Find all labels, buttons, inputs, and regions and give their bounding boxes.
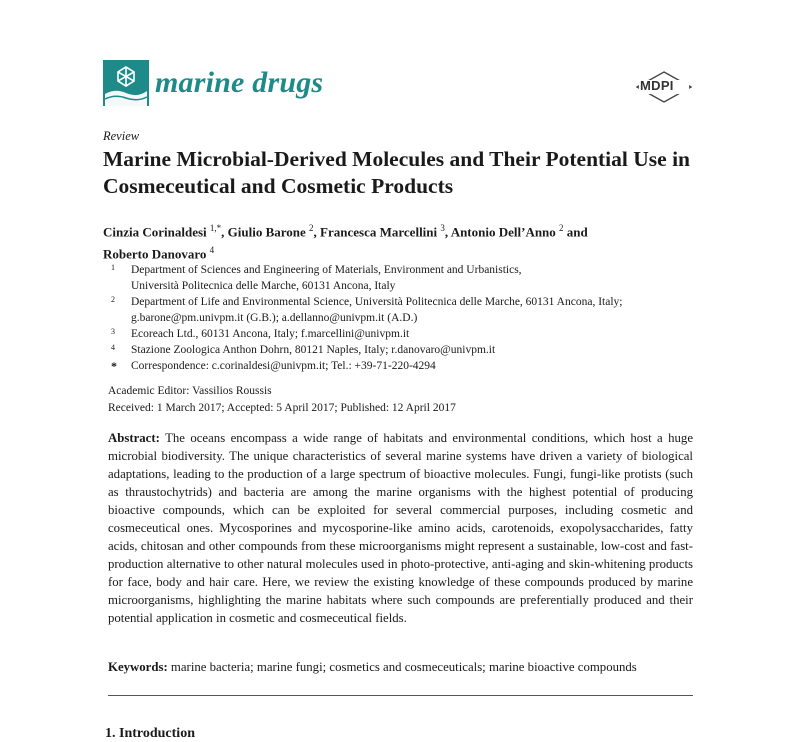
correspondence-line: Correspondence: c.corinaldesi@univpm.it; Tel.: +39-71-220-4294 bbox=[131, 360, 436, 372]
publisher-name: MDPI bbox=[640, 78, 674, 93]
keywords-text: marine bacteria; marine fungi; cosmetics and cosmeceuticals; marine bioactive compounds bbox=[170, 660, 637, 674]
author-list bbox=[103, 219, 703, 264]
abstract bbox=[108, 429, 693, 627]
abstract-text: The oceans encompass a wide range of habitats and environmental conditions, which host a huge microbial biodiversity. The unique characteristics of several marine systems have driven a variety of biological adaptations, leading to the production of a large spectrum of bioactive molecules. Fungi, fungi-like protists (such as thraustochytrids) and bacteria are among the marine organisms with the highest potential of producing bioactive compounds, which can be exploited for several commercial purposes, including cosmetic and cosmeceutical ones. Mycosporines and mycosporine-like amino acids, carotenoids, exopolysaccharides, fatty acids, chitosan and other compounds from these microorganisms might represent a sustainable, low-cost and fast-production alternative to other natural molecules used in photo-protective, anti-aging and skin-whitening products for face, body and hair care. Here, we review the existing knowledge of these compounds produced by marine microorganisms, highlighting the marine habitats where such compounds are preferentially produced and their potential application in cosmetic and cosmeceutical fields. bbox=[108, 431, 694, 625]
publication-dates: Received: 1 March 2017; Accepted: 5 April 2017; Published: 12 April 2017 bbox=[108, 402, 456, 414]
affiliation-line: g.barone@pm.univpm.it (G.B.); a.dellanno@univpm.it (A.D.) bbox=[131, 312, 418, 324]
affiliation-number: 2 bbox=[111, 295, 115, 304]
section-heading: 1. Introduction bbox=[105, 726, 195, 741]
paper-title: Marine Microbial-Derived Molecules and Their Potential Use in Cosmeceutical and Cosmetic Products bbox=[103, 147, 690, 198]
journal-logo-icon bbox=[103, 60, 149, 106]
author-affiliation-mark: 2 bbox=[559, 223, 564, 233]
affiliation-number: 1 bbox=[111, 263, 115, 272]
affiliation-line: Department of Sciences and Engineering of Materials, Environment and Urbanistics, bbox=[131, 264, 522, 276]
author-separator: , bbox=[221, 224, 225, 240]
author-name: Giulio Barone bbox=[227, 224, 306, 240]
author-name: Francesca Marcellini bbox=[320, 224, 438, 240]
author-separator: , bbox=[313, 224, 317, 240]
affiliation-list bbox=[103, 262, 703, 374]
affiliation-item bbox=[103, 326, 703, 342]
affiliation-line: Stazione Zoologica Anthon Dohrn, 80121 Naples, Italy; r.danovaro@univpm.it bbox=[131, 344, 496, 356]
article-type: Review bbox=[103, 129, 140, 143]
author-affiliation-mark: 3 bbox=[440, 223, 445, 233]
academic-editor: Academic Editor: Vassilios Roussis bbox=[108, 385, 272, 397]
affiliation-line: Department of Life and Environmental Science, Università Politecnica delle Marche, 60131 Ancona, Italy; bbox=[131, 296, 623, 308]
author-separator: , bbox=[444, 224, 449, 240]
keywords bbox=[108, 660, 698, 675]
journal-name: marine drugs bbox=[155, 66, 324, 99]
author-affiliation-mark: 2 bbox=[309, 223, 314, 233]
affiliation-number: 3 bbox=[111, 327, 115, 336]
author-affiliation-mark: 4 bbox=[209, 245, 215, 256]
author-name: Roberto Danovaro bbox=[103, 246, 207, 262]
affiliation-line: Ecoreach Ltd., 60131 Ancona, Italy; f.marcellini@univpm.it bbox=[131, 328, 410, 340]
affiliation-number: 4 bbox=[111, 343, 115, 352]
author-separator: and bbox=[563, 224, 588, 240]
author-name: Cinzia Corinaldesi bbox=[103, 224, 207, 240]
correspondence-item bbox=[103, 358, 703, 374]
affiliation-line: Università Politecnica delle Marche, 60131 Ancona, Italy bbox=[131, 280, 396, 292]
affiliation-item bbox=[103, 342, 703, 358]
author-affiliation-mark: 1,* bbox=[209, 223, 222, 233]
keywords-label: Keywords: bbox=[108, 660, 168, 674]
affiliation-item bbox=[103, 262, 703, 294]
author-name: Antonio Dell’Anno bbox=[450, 224, 556, 240]
publication-info bbox=[108, 383, 456, 417]
abstract-label: Abstract: bbox=[108, 431, 160, 445]
section-divider bbox=[108, 695, 693, 696]
correspondence-mark: * bbox=[111, 359, 117, 373]
affiliation-item bbox=[103, 294, 703, 326]
